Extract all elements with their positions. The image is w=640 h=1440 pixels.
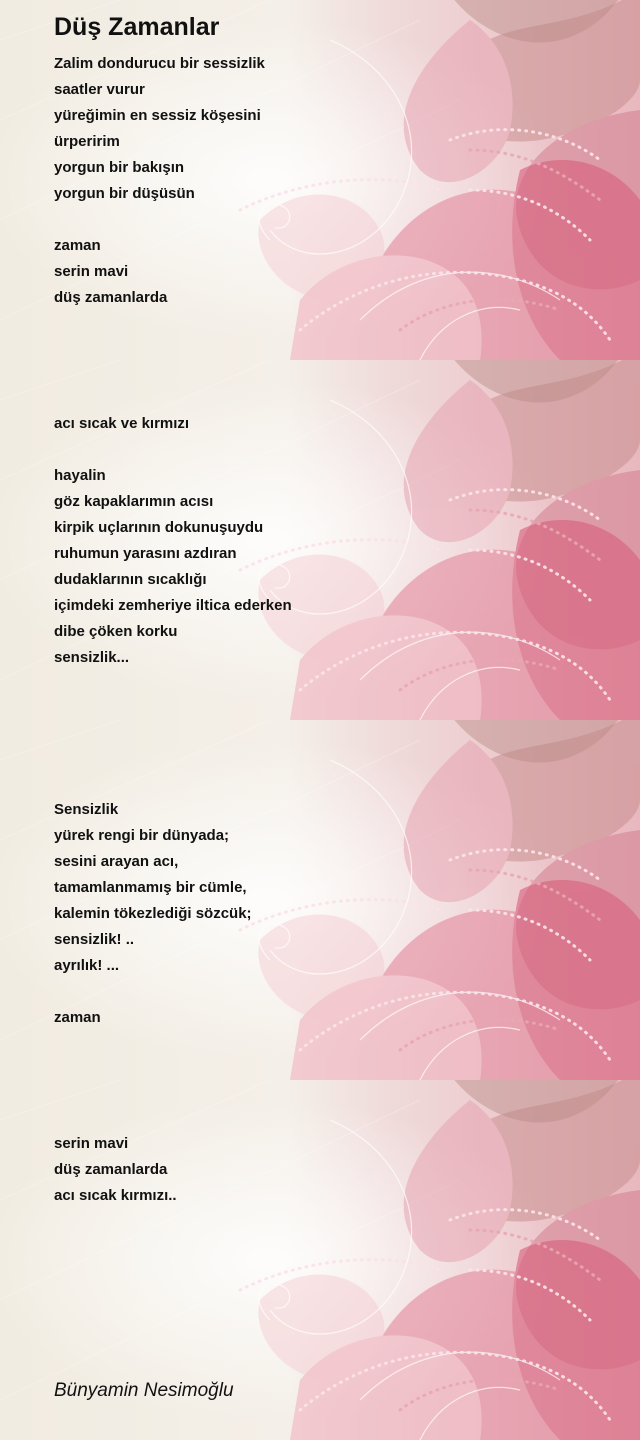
poem-line: sensizlik! .. [54,931,135,948]
poem-line: yorgun bir bakışın [54,159,185,176]
poem-line: zaman [54,1009,101,1026]
poem-line: yorgun bir düşüsün [54,185,195,202]
stanza-2 [54,233,167,311]
poem-title: Düş Zamanlar [54,13,220,41]
poem-line: serin mavi [54,1135,129,1152]
poem-line: içimdeki zemheriye iltica ederken [54,597,292,614]
poem-line: düş zamanlarda [54,289,168,306]
poem-line: ayrılık! ... [54,957,120,974]
poem-line: acı sıcak kırmızı.. [54,1187,177,1204]
poem-line: göz kapaklarımın acısı [54,493,214,510]
poem-line: ruhumun yarasını azdıran [54,545,237,562]
poem-author: Bünyamin Nesimoğlu [54,1380,234,1401]
stanza-7 [54,1131,177,1209]
poem-line: kirpik uçlarının dokunuşuydu [54,519,264,536]
poem-line: serin mavi [54,263,129,280]
poem-line: ürperirim [54,133,120,150]
stanza-3 [54,411,189,437]
stanza-1 [54,51,265,207]
poem-line: zaman [54,237,101,254]
poem-line: hayalin [54,467,106,484]
poem-line: yürek rengi bir dünyada; [54,827,230,844]
poem-line: yüreğimin en sessiz köşesini [54,107,261,124]
stanza-5 [54,797,252,979]
poem-line: Sensizlik [54,801,119,818]
stanza-6 [54,1005,101,1031]
poem-line: acı sıcak ve kırmızı [54,415,190,432]
poem-line: dibe çöken korku [54,623,178,640]
poem-line: saatler vurur [54,81,145,98]
poem-line: dudaklarının sıcaklığı [54,571,207,588]
poem-line: düş zamanlarda [54,1161,168,1178]
poem-line: sensizlik... [54,649,130,666]
poem-line: Zalim dondurucu bir sessizlik [54,55,265,72]
poem-line: sesini arayan acı, [54,853,179,870]
poem-line: kalemin tökezlediği sözcük; [54,905,252,922]
poem-line: tamamlanmamış bir cümle, [54,879,247,896]
stanza-4 [54,463,292,671]
